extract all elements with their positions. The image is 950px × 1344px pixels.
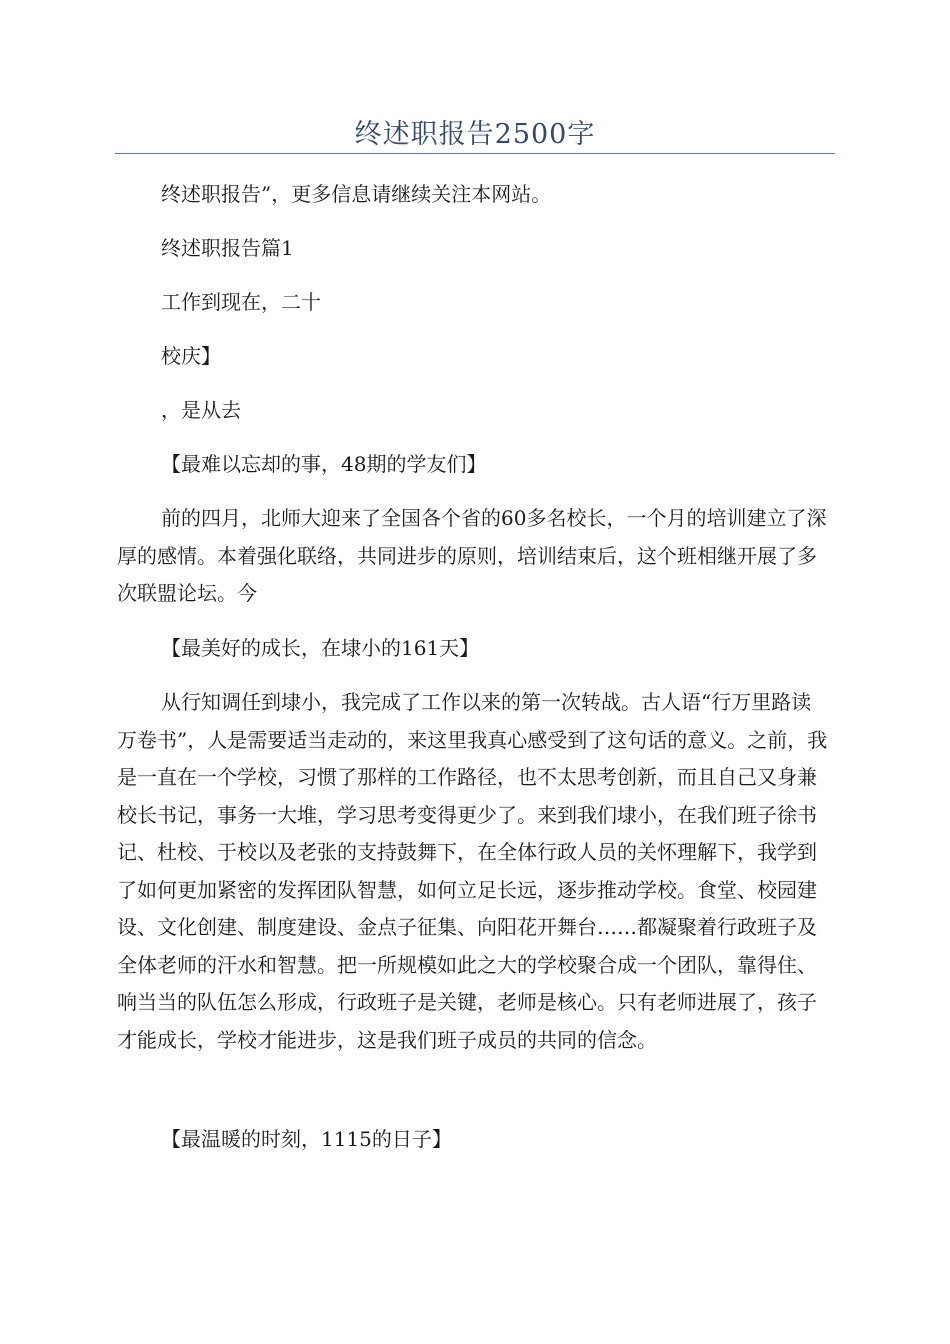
paragraph: 终述职报告”，更多信息请继续关注本网站。 [161,182,552,206]
section-heading: 【最温暖的时刻，1115的日子】 [161,1127,452,1151]
section-heading: 【最美好的成长，在埭小的161天】 [161,636,480,660]
paragraph: 从行知调任到埭小，我完成了工作以来的第一次转战。古人语“行万里路读万卷书”，人是需要适当走动的，来这里我真心感受到了这句话的意义。之前，我是一直在一个学校，习惯了那样的工作路径，也不太思考创新，而且自己又身兼校长书记，事务一大堆，学习思考变得更少了。来到我们埭小，在我们班子徐书记、杜校、于校以及老张的支持鼓舞下，在全体行政人员的关怀理解下，我学到了如何更加紧密的发挥团队智慧，如何立足长远，逐步推动学校。食堂、校园建设、文化创建、制度建设、金点子征集、向阳花开舞台……都凝聚着行政班子及全体老师的汗水和智慧。把一所规模如此之大的学校聚合成一个团队，靠得住、响当当的队伍怎么形成，行政班子是关键，老师是核心。只有老师进展了，孩子才能成长，学校才能进步，这是我们班子成员的共同的信念。 [117,690,828,1052]
document-title: 终述职报告2500字 [354,119,596,150]
paragraph: 前的四月，北师大迎来了全国各个省的60多名校长，一个月的培训建立了深厚的感情。本着强化联络，共同进步的原则，培训结束后，这个班相继开展了多次联盟论坛。今 [117,506,827,605]
paragraph: 校庆】 [161,344,221,368]
paragraph: ，是从去 [161,398,241,422]
section-heading: 【最难以忘却的事，48期的学友们】 [161,452,487,476]
section-heading: 终述职报告篇1 [161,236,294,260]
title-underline [115,153,835,154]
paragraph: 工作到现在，二十 [161,290,321,314]
